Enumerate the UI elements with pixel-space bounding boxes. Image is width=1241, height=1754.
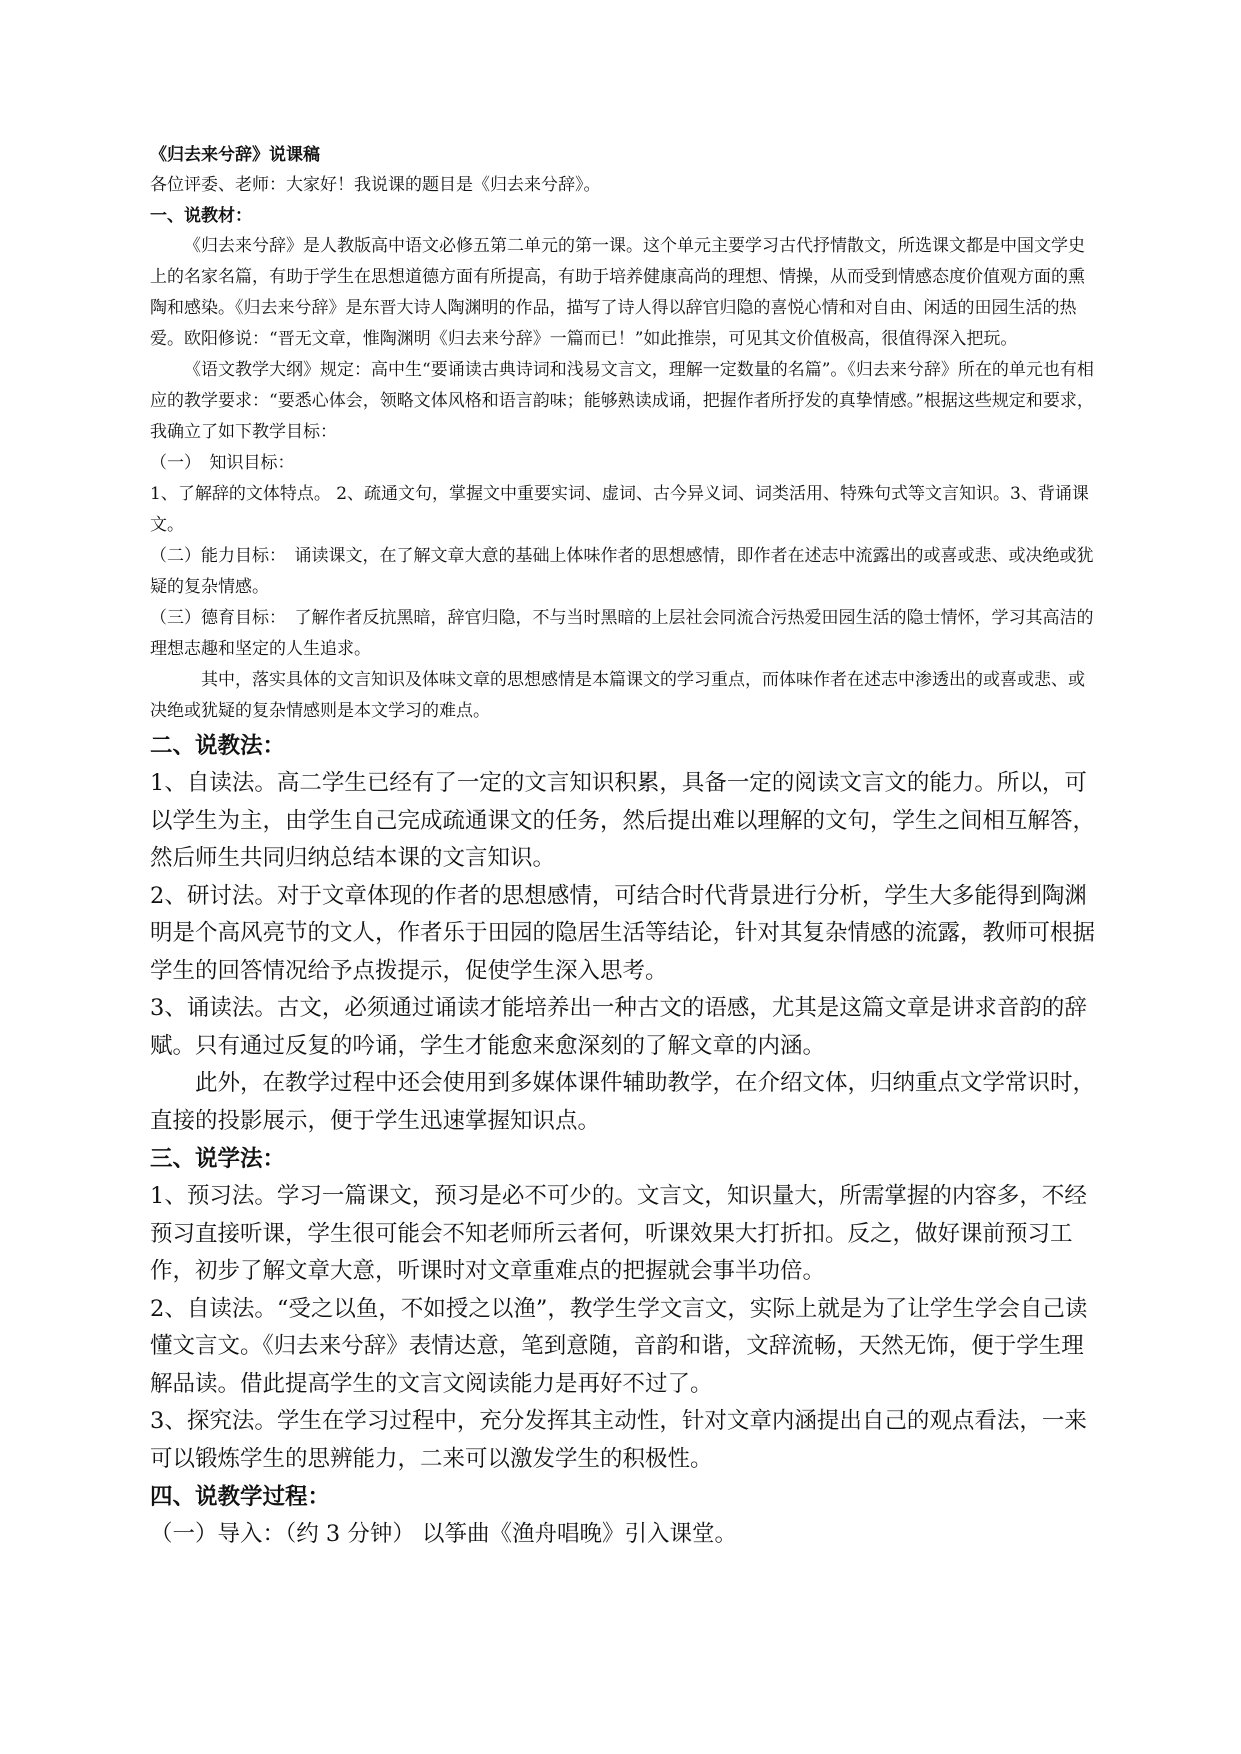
teaching-method-2: 2、研讨法。对于文章体现的作者的思想感情，可结合时代背景进行分析，学生大多能得到陶渊明是个高风亮节的文人，作者乐于田园的隐居生活等结论，针对其复杂情感的流露，教师可根据学生的回答情况给予点拨提示，促使学生深入思考。: [150, 882, 1096, 984]
greeting-paragraph: 各位评委、老师：大家好！我说课的题目是《归去来兮辞》。: [150, 175, 601, 195]
process-introduction: （一）导入：（约 3 分钟） 以筝曲《渔舟唱晚》引入课堂。: [150, 1521, 738, 1547]
learning-method-1: 1、预习法。学习一篇课文，预习是必不可少的。文言文，知识量大，所需掌握的内容多，不经预习直接听课，学生很可能会不知老师所云者何，听课效果大打折扣。反之，做好课前预习工作，初步了解文章大意，听课时对文章重难点的把握就会事半功倍。: [150, 1183, 1087, 1284]
goal-knowledge-label: （一） 知识目标：: [150, 453, 295, 473]
teaching-method-1: 1、自读法。高二学生已经有了一定的文言知识积累，具备一定的阅读文言文的能力。所以，可以学生为主，由学生自己完成疏通课文的任务，然后提出难以理解的文句，学生之间相互解答，然后师生共同归纳总结本课的文言知识。: [150, 770, 1096, 871]
key-difficult-points: 其中，落实具体的文言知识及体味文章的思想感情是本篇课文的学习重点，而体味作者在述志中渗透出的或喜或悲、或决绝或犹疑的复杂情感则是本文学习的难点。: [150, 670, 1085, 721]
teaching-method-extra: 此外，在教学过程中还会使用到多媒体课件辅助教学，在介绍文体，归纳重点文学常识时，直接的投影展示，便于学生迅速掌握知识点。: [150, 1070, 1096, 1134]
section-heading-teaching-process: 四、说教学过程：: [150, 1484, 331, 1510]
goal-knowledge-text: 1、了解辞的文体特点。 2、疏通文句，掌握文中重要实词、虚词、古今异义词、词类活用、特殊句式等文言知识。3、背诵课文。: [150, 484, 1089, 535]
textbook-paragraph-2: 《语文教学大纲》规定：高中生“要诵读古典诗词和浅易文言文，理解一定数量的名篇”。《归去来兮辞》所在的单元也有相应的教学要求：“要悉心体会，领略文体风格和语言韵味；能够熟读成诵，把握作者所抒发的真挚情感。”根据这些规定和要求，我确立了如下教学目标：: [150, 360, 1094, 442]
document-title: 《归去来兮辞》说课稿: [150, 145, 320, 165]
textbook-paragraph-1: 《归去来兮辞》是人教版高中语文必修五第二单元的第一课。这个单元主要学习古代抒情散文，所选课文都是中国文学史上的名家名篇，有助于学生在思想道德方面有所提高，有助于培养健康高尚的理想、情操，从而受到情感态度价值观方面的熏陶和感染。《归去来兮辞》是东晋大诗人陶渊明的作品，描写了诗人得以辞官归隐的喜悦心情和对自由、闲适的田园生活的热爱。欧阳修说：“晋无文章，惟陶渊明《归去来兮辞》一篇而已！”如此推崇，可见其文价值极高，很值得深入把玩。: [150, 236, 1085, 349]
goal-ability: （二）能力目标： 诵读课文，在了解文章大意的基础上体味作者的思想感情，即作者在述志中流露出的或喜或悲、或决绝或犹疑的复杂情感。: [150, 546, 1094, 597]
section-heading-textbook: 一、说教材：: [150, 206, 252, 226]
teaching-method-3: 3、诵读法。古文，必须通过诵读才能培养出一种古文的语感，尤其是这篇文章是讲求音韵的辞赋。只有通过反复的吟诵，学生才能愈来愈深刻的了解文章的内涵。: [150, 995, 1087, 1059]
learning-method-2: 2、自读法。“受之以鱼，不如授之以渔”，教学生学文言文，实际上就是为了让学生学会自己读懂文言文。《归去来兮辞》表情达意，笔到意随，音韵和谐，文辞流畅，天然无饰，便于学生理解品读。借此提高学生的文言文阅读能力是再好不过了。: [150, 1295, 1088, 1397]
goal-moral: （三）德育目标： 了解作者反抗黑暗，辞官归隐，不与当时黑暗的上层社会同流合污热爱田园生活的隐士情怀，学习其高洁的理想志趣和坚定的人生追求。: [150, 608, 1094, 659]
section-heading-learning-methods: 三、说学法：: [150, 1146, 286, 1172]
section-heading-teaching-methods: 二、说教法：: [150, 733, 286, 759]
document-page: [150, 140, 1100, 1554]
learning-method-3: 3、探究法。学生在学习过程中，充分发挥其主动性，针对文章内涵提出自己的观点看法，一来可以锻炼学生的思辨能力，二来可以激发学生的积极性。: [150, 1408, 1087, 1472]
